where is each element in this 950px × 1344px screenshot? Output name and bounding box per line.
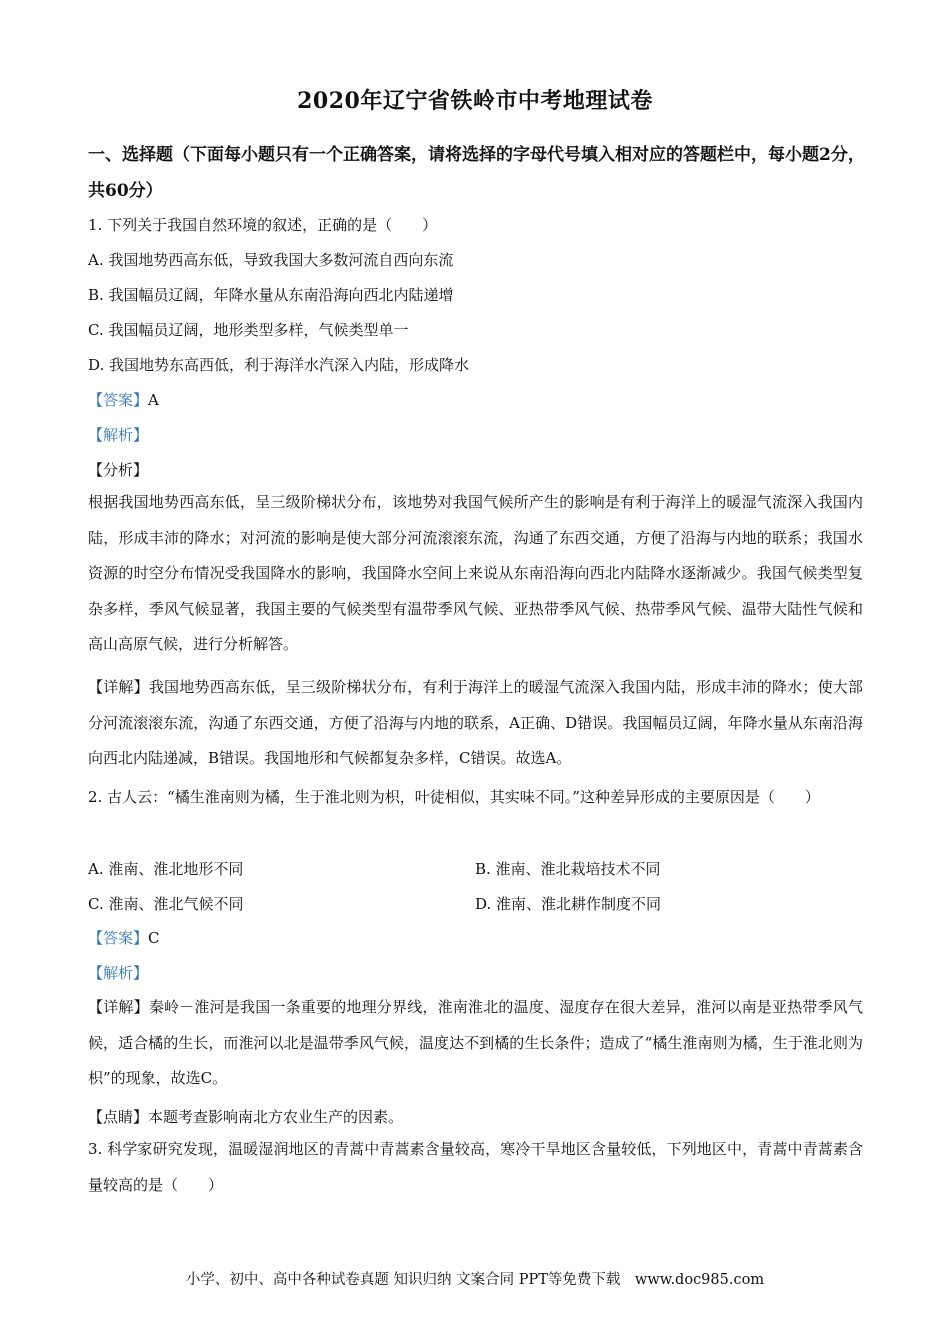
dianjing-text: 本题考查影响南北方农业生产的因素。: [148, 1108, 404, 1126]
page-title: 2020年辽宁省铁岭市中考地理试卷: [297, 88, 653, 114]
answer-tag: 【答案】: [88, 391, 149, 409]
answer-value: C: [148, 929, 160, 947]
dianjing-tag: 【点睛】: [88, 1108, 149, 1126]
detail-tag: 【详解】: [88, 678, 149, 696]
question-2-detail: [88, 990, 863, 1097]
answer-value: A: [148, 391, 159, 409]
question-1-option-a: A. 我国地势西高东低，导致我国大多数河流自西向东流: [88, 251, 454, 269]
question-2-option-b: B. 淮南、淮北栽培技术不同: [475, 860, 661, 878]
question-1-option-d: D. 我国地势东高西低，利于海洋水汽深入内陆，形成降水: [88, 356, 470, 374]
question-1-fenxi-tag: 【分析】: [88, 461, 149, 479]
question-2-analysis-tag: 【解析】: [88, 964, 149, 982]
question-2-option-d: D. 淮南、淮北耕作制度不同: [475, 895, 662, 913]
question-2-option-a: A. 淮南、淮北地形不同: [88, 860, 244, 878]
question-1-detail: [88, 670, 863, 777]
answer-tag: 【答案】: [88, 929, 149, 947]
page-footer: 小学、初中、高中各种试卷真题 知识归纳 文案合同 PPT等免费下载 www.doc985.com: [185, 1272, 765, 1288]
question-1-option-c: C. 我国幅员辽阔，地形类型多样，气候类型单一: [88, 321, 409, 339]
section-heading: 一、选择题（下面每小题只有一个正确答案，请将选择的字母代号填入相对应的答题栏中，每小题2分，共60分）: [88, 145, 865, 201]
question-1-option-b: B. 我国幅员辽阔，年降水量从东南沿海向西北内陆递增: [88, 286, 454, 304]
question-2-stem: 2. 古人云：“橘生淮南则为橘，生于淮北则为枳，叶徒相似，其实味不同。”这种差异形成的主要原因是（ ）: [88, 788, 820, 806]
question-1-fenxi-text: 根据我国地势西高东低，呈三级阶梯状分布，该地势对我国气候所产生的影响是有利于海洋上的暖湿气流深入我国内陆，形成丰沛的降水；对河流的影响是使大部分河流滚滚东流，沟通了东西交通，方便了沿海与内地的联系；我国水资源的时空分布情况受我国降水的影响，我国降水空间上来说从东南沿海向西北内陆降水逐渐减少。我国气候类型复杂多样，季风气候显著，我国主要的气候类型有温带季风气候、亚热带季风气候、热带季风气候、温带大陆性气候和高山高原气候，进行分析解答。: [88, 493, 863, 653]
detail-tag: 【详解】: [88, 998, 149, 1016]
question-1-answer: [88, 390, 159, 410]
question-2-option-c: C. 淮南、淮北气候不同: [88, 895, 244, 913]
detail-text: 我国地势西高东低，呈三级阶梯状分布，有利于海洋上的暖湿气流深入我国内陆，形成丰沛的降水；使大部分河流滚滚东流，沟通了东西交通，方便了沿海与内地的联系，A正确、D错误。我国幅员辽阔，年降水量从东南沿海向西北内陆递减，B错误。我国地形和气候都复杂多样，C错误。故选A。: [88, 678, 863, 767]
question-2-dianjing: [88, 1107, 403, 1127]
question-1-stem: 1. 下列关于我国自然环境的叙述，正确的是（ ）: [88, 216, 438, 234]
question-1-analysis-tag: 【解析】: [88, 426, 149, 444]
question-3-stem: 3. 科学家研究发现，温暖湿润地区的青蒿中青蒿素含量较高，寒冷干旱地区含量较低，下列地区中，青蒿中青蒿素含量较高的是（ ）: [88, 1140, 863, 1194]
question-2-answer: [88, 928, 160, 948]
detail-text: 秦岭－淮河是我国一条重要的地理分界线，淮南淮北的温度、湿度存在很大差异，淮河以南是亚热带季风气候，适合橘的生长，而淮河以北是温带季风气候，温度达不到橘的生长条件；造成了“橘生淮南则为橘，生于淮北则为枳”的现象，故选C。: [88, 998, 863, 1087]
